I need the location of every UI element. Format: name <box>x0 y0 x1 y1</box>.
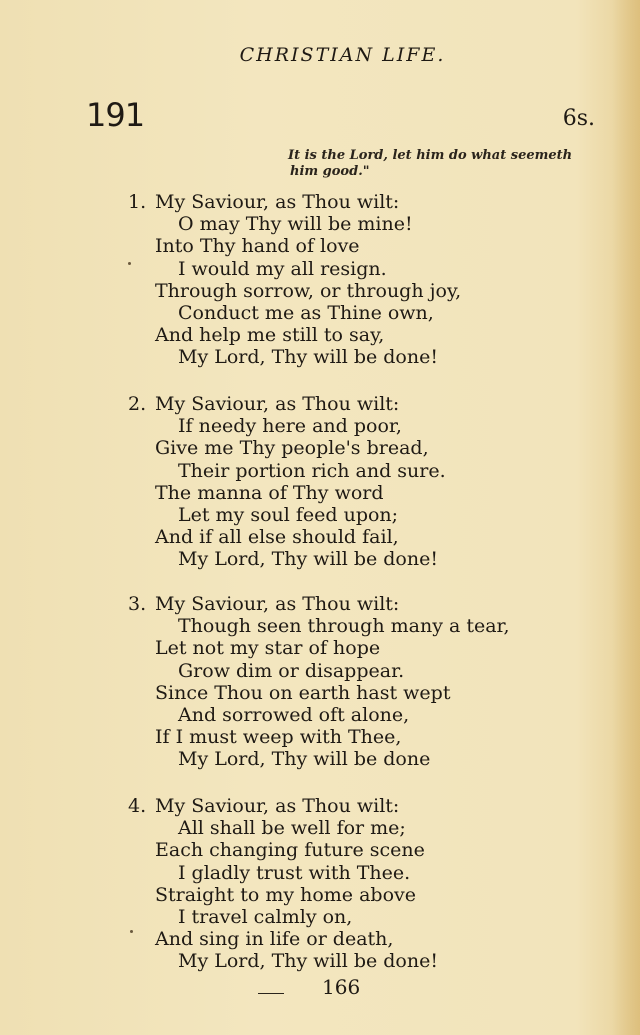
verse-line: And sing in life or death, <box>155 928 394 951</box>
meter-label: 6s. <box>562 106 595 131</box>
epigraph <box>288 148 608 180</box>
verse-line: My Lord, Thy will be done <box>178 748 431 771</box>
verse-line: My Lord, Thy will be done! <box>178 950 438 973</box>
verse-line: My Saviour, as Thou wilt: <box>155 393 400 415</box>
footer-dash <box>258 993 284 994</box>
verse-line: I would my all resign. <box>178 257 387 280</box>
page-edge-shadow <box>612 0 640 1035</box>
verse-line: And if all else should fail, <box>155 526 399 549</box>
verse-number: 1. <box>128 191 147 213</box>
verse-number: 4. <box>128 795 147 817</box>
verse-line: I travel calmly on, <box>178 905 353 928</box>
verse-line: Each changing future scene <box>155 839 425 862</box>
verse-line: Let not my star of hope <box>155 637 381 660</box>
hymn-number: 191 <box>86 96 145 134</box>
verse-line: I gladly trust with Thee. <box>178 861 411 884</box>
epigraph-line: It is the Lord, let him do what seemeth <box>288 148 573 163</box>
verse-line: The manna of Thy word <box>155 481 384 504</box>
verse-line: My Saviour, as Thou wilt: <box>155 593 400 615</box>
verse-line: Give me Thy people's bread, <box>155 437 429 460</box>
verse-line: My Lord, Thy will be done! <box>178 346 438 369</box>
verse-line: Through sorrow, or through joy, <box>155 279 462 302</box>
verse-line: Conduct me as Thine own, <box>178 301 434 324</box>
verse-line: All shall be well for me; <box>178 817 406 840</box>
verse-line: Their portion rich and sure. <box>178 459 446 482</box>
verse-line: Though seen through many a tear, <box>178 615 510 638</box>
verse-line: My Saviour, as Thou wilt: <box>155 795 400 817</box>
verse-line: Into Thy hand of love <box>155 235 360 258</box>
verse-number: 2. <box>128 393 147 415</box>
verse-line: Straight to my home above <box>155 883 416 906</box>
running-head: CHRISTIAN LIFE. <box>239 44 446 66</box>
verse-line: If I must weep with Thee, <box>155 726 402 749</box>
paper-speck <box>128 262 131 265</box>
paper-speck <box>130 930 133 933</box>
verse-number: 3. <box>128 593 147 615</box>
verse-line: And help me still to say, <box>155 324 385 347</box>
verse-line: O may Thy will be mine! <box>178 213 413 236</box>
page-number: 166 <box>322 975 361 999</box>
verse-line: Grow dim or disappear. <box>178 659 405 682</box>
verse-line: Let my soul feed upon; <box>178 503 399 526</box>
verse-line: My Lord, Thy will be done! <box>178 548 438 571</box>
verse-line: Since Thou on earth hast wept <box>155 681 451 704</box>
verse-line: If needy here and poor, <box>178 415 402 438</box>
epigraph-line: him good." <box>290 164 370 179</box>
verse-line: My Saviour, as Thou wilt: <box>155 191 400 213</box>
verse-line: And sorrowed oft alone, <box>178 703 410 726</box>
